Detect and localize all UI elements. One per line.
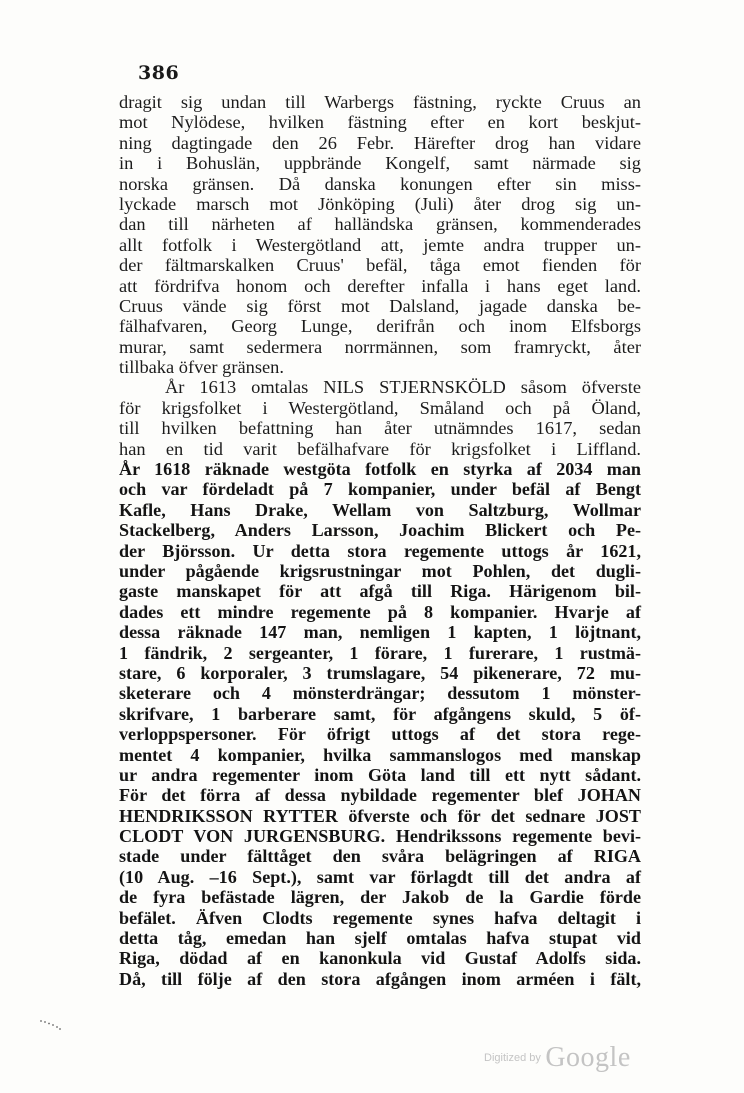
text-line: under pågående krigsrustningar mot Pohlen, det dugli- xyxy=(119,560,641,581)
page-number: 386 xyxy=(138,62,180,84)
text-line: han en tid varit befälhafvare för krigsfolket i Liffland. xyxy=(119,438,641,459)
text-line: mot Nylödese, hvilken fästning efter en kort beskjut- xyxy=(119,112,641,133)
text-line: År 1618 räknade westgöta fotfolk en styrka af 2034 man xyxy=(119,459,641,480)
digitized-by-google-watermark xyxy=(484,1042,631,1074)
text-line: dragit sig undan till Warbergs fästning, ryckte Cruus an xyxy=(119,92,641,112)
text-line: att fördrifva honom och derefter infalla i hans eget land. xyxy=(119,275,641,296)
text-line: mentet 4 kompanier, hvilka sammanslogos med manskap xyxy=(119,744,641,765)
text-line: murar, samt sedermera norrmännen, som framryckt, åter xyxy=(119,336,641,357)
text-line: allt fotfolk i Westergötland att, jemte andra trupper un- xyxy=(119,234,641,255)
text-line: Kafle, Hans Drake, Wellam von Saltzburg, Wollmar xyxy=(119,499,641,520)
text-line: till hvilken befattning han åter utnämndes 1617, sedan xyxy=(119,418,641,439)
text-line: stade under fälttåget den svåra belägringen af RIGA xyxy=(119,846,641,867)
text-line: och var fördeladt på 7 kompanier, under befäl af Bengt xyxy=(119,479,641,500)
text-line: verloppspersoner. För öfrigt uttogs af det stora rege- xyxy=(119,724,641,745)
text-line: fälhafvaren, Georg Lunge, derifrån och inom Elfsborgs xyxy=(119,316,641,337)
google-logo: Google xyxy=(545,1042,631,1073)
text-line: För det förra af dessa nybildade regementer blef JOHAN xyxy=(119,785,641,806)
text-line: detta tåg, emedan han sjelf omtalas hafva stupat vid xyxy=(119,928,641,949)
body-text xyxy=(119,92,641,989)
text-line: de fyra befästade lägren, der Jakob de la Gardie förde xyxy=(119,887,641,908)
text-line: Riga, dödad af en kanonkula vid Gustaf Adolfs sida. xyxy=(119,948,641,969)
text-line: 1 fändrik, 2 sergeanter, 1 förare, 1 furerare, 1 rustmä- xyxy=(119,642,641,663)
text-line: befälet. Äfven Clodts regemente synes hafva deltagit i xyxy=(119,907,641,928)
text-line: CLODT VON JURGENSBURG. Hendrikssons regemente bevi- xyxy=(119,826,641,847)
text-line: der Björsson. Ur detta stora regemente uttogs år 1621, xyxy=(119,540,641,561)
text-line: Då, till följe af den stora afgången inom arméen i fält, xyxy=(119,968,641,989)
bold-text-section xyxy=(119,459,641,989)
text-line: stare, 6 korporaler, 3 trumslagare, 54 pikenerare, 72 mu- xyxy=(119,662,641,683)
watermark-prefix: Digitized by xyxy=(484,1052,541,1064)
text-line: lyckade marsch mot Jönköping (Juli) åter drog sig un- xyxy=(119,193,641,214)
text-line: dan till närheten af halländska gränsen, kommenderades xyxy=(119,214,641,235)
stray-ink-mark-icon xyxy=(38,1018,68,1032)
text-line: skrifvare, 1 barberare samt, för afgångens skuld, 5 öf- xyxy=(119,703,641,724)
text-line: gaste manskapet för att afgå till Riga. Härigenom bil- xyxy=(119,581,641,602)
text-line: dades ett mindre regemente på 8 kompanier. Hvarje af xyxy=(119,601,641,622)
text-line: der fältmarskalken Cruus' befäl, tåga emot fienden för xyxy=(119,255,641,276)
text-line: sketerare och 4 mönsterdrängar; dessutom 1 mönster- xyxy=(119,683,641,704)
text-line: norska gränsen. Då danska konungen efter sin miss- xyxy=(119,173,641,194)
text-line: ur andra regementer inom Göta land till ett nytt sådant. xyxy=(119,764,641,785)
text-line: in i Bohuslän, uppbrände Kongelf, samt närmade sig xyxy=(119,153,641,174)
text-line: tillbaka öfver gränsen. xyxy=(119,357,284,378)
text-line: HENDRIKSSON RYTTER öfverste och för det sednare JOST xyxy=(119,805,641,826)
text-line: Cruus vände sig först mot Dalsland, jagade danska be- xyxy=(119,295,641,316)
text-line: Stackelberg, Anders Larsson, Joachim Blickert och Pe- xyxy=(119,520,641,541)
text-line: (10 Aug. –16 Sept.), samt var förlagdt till det andra af xyxy=(119,866,641,887)
paragraph-start-line: År 1613 omtalas NILS STJERNSKÖLD såsom öfverste xyxy=(165,377,641,398)
text-line: ning dagtingade den 26 Febr. Härefter drog han vidare xyxy=(119,132,641,153)
text-line: för krigsfolket i Westergötland, Småland och på Öland, xyxy=(119,397,641,418)
text-line: dessa räknade 147 man, nemligen 1 kapten, 1 löjtnant, xyxy=(119,622,641,643)
